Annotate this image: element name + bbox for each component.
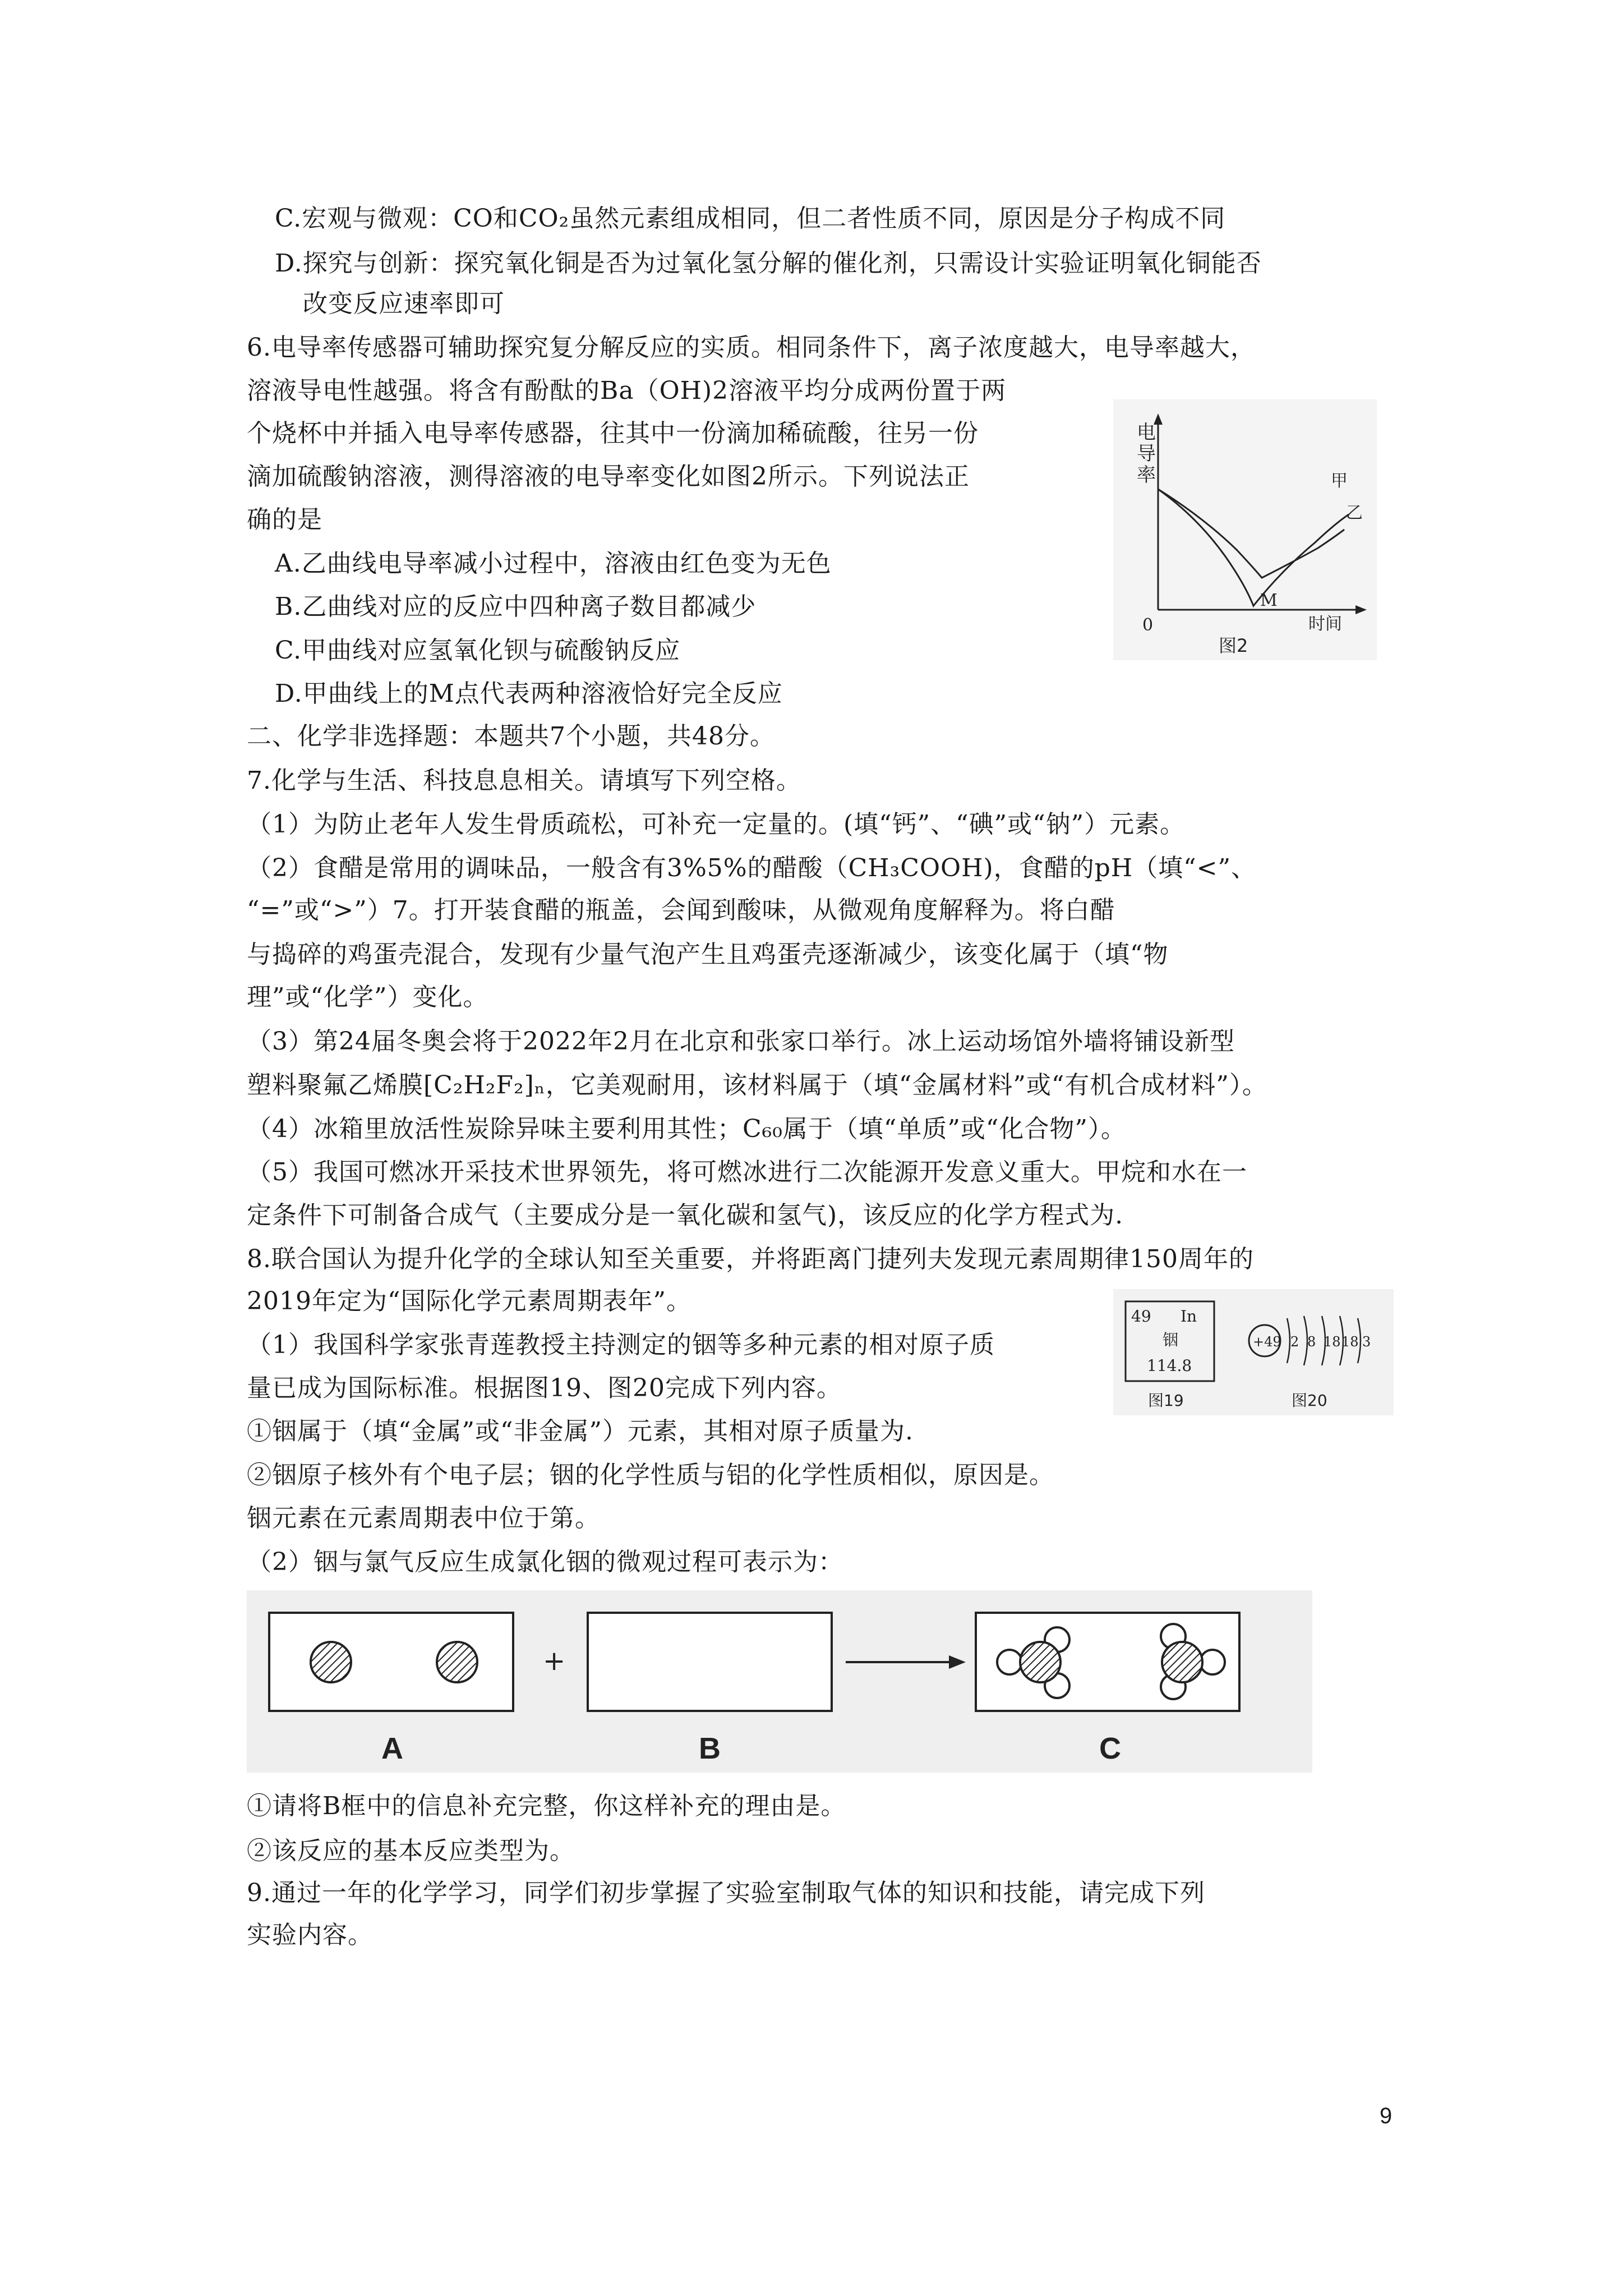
text-line: 实验内容。	[247, 1921, 373, 1949]
figure-20-caption: 图20	[1292, 1391, 1327, 1410]
y-axis-label-char: 导	[1137, 443, 1156, 465]
text-line: D.探究与创新：探究氧化铜是否为过氧化氢分解的催化剂，只需设计实验证明氧化铜能否	[275, 249, 1262, 278]
text-line: ①铟属于（填“金属”或“非金属”）元素，其相对原子质量为.	[247, 1417, 914, 1446]
figure-19-caption: 图19	[1148, 1391, 1184, 1410]
text-line: C.甲曲线对应氢氧化钡与硫酸钠反应	[275, 636, 681, 665]
text-line: “=”或“>”）7。打开装食醋的瓶盖，会闻到酸味，从微观角度解释为。将白醋	[247, 896, 1115, 924]
x-axis-label: 时间	[1308, 614, 1342, 634]
box-b-label: B	[699, 1732, 721, 1765]
text-line: ②铟原子核外有个电子层；铟的化学性质与铝的化学性质相似，原因是。	[247, 1461, 1054, 1489]
shell-electrons: 18	[1341, 1334, 1359, 1350]
text-line: （3）第24届冬奥会将于2022年2月在北京和张家口举行。冰上运动场馆外墙将铺设新型	[247, 1027, 1235, 1056]
shell-electrons: 18	[1324, 1334, 1341, 1350]
text-line: ②该反应的基本反应类型为。	[247, 1837, 575, 1865]
text-line: （2）铟与氯气反应生成氯化铟的微观过程可表示为：	[247, 1548, 843, 1576]
text-line: C.宏观与微观：CO和CO₂虽然元素组成相同，但二者性质不同，原因是分子构成不同	[275, 204, 1226, 233]
text-line: 个烧杯中并插入电导率传感器，往其中一份滴加稀硫酸，往另一份	[247, 419, 979, 448]
text-line: （1）为防止老年人发生骨质疏松，可补充一定量的。(填“钙”、“碘”或“钠”）元素。	[247, 810, 1186, 839]
reaction-diagram	[247, 1590, 1312, 1773]
text-line: A.乙曲线电导率减小过程中，溶液由红色变为无色	[275, 549, 832, 578]
text-line: （5）我国可燃冰开采技术世界领先，将可燃冰进行二次能源开发意义重大。甲烷和水在一	[247, 1158, 1247, 1186]
text-line: 滴加硫酸钠溶液，测得溶液的电导率变化如图2所示。下列说法正	[247, 462, 970, 491]
text-line: ①请将B框中的信息补充完整，你这样补充的理由是。	[247, 1792, 846, 1820]
text-line: 9.通过一年的化学学习，同学们初步掌握了实验室制取气体的知识和技能，请完成下列	[247, 1879, 1205, 1907]
text-line: 2019年定为“国际化学元素周期表年”。	[247, 1287, 691, 1315]
box-a-label: A	[381, 1732, 403, 1765]
figure-19-20	[1113, 1289, 1394, 1415]
shell-electrons: 8	[1307, 1334, 1316, 1350]
text-line: 6.电导率传感器可辅助探究复分解反应的实质。相同条件下，离子浓度越大，电导率越大，	[247, 333, 1256, 362]
text-line: 8.联合国认为提升化学的全球认知至关重要，并将距离门捷列夫发现元素周期律150周年的	[247, 1245, 1254, 1273]
text-line: 溶液导电性越强。将含有酚酞的Ba（OH)2溶液平均分成两份置于两	[247, 376, 1007, 405]
text-line: 量已成为国际标准。根据图19、图20完成下列内容。	[247, 1374, 842, 1402]
text-line: 塑料聚氟乙烯膜[C₂H₂F₂]ₙ，它美观耐用，该材料属于（填“金属材料”或“有机合成材料”）。	[247, 1071, 1267, 1099]
text-line: （2）食醋是常用的调味品，一般含有3%5%的醋酸（CH₃COOH)，食醋的pH（填“<”、	[247, 854, 1257, 882]
element-symbol: In	[1181, 1307, 1197, 1326]
figure-2-caption: 图2	[1219, 635, 1248, 656]
text-line: 确的是	[247, 505, 322, 534]
atomic-number: 49	[1131, 1307, 1151, 1326]
text-line: 理”或“化学”）变化。	[247, 983, 488, 1011]
atomic-mass: 114.8	[1147, 1356, 1192, 1375]
element-name: 铟	[1163, 1331, 1179, 1349]
shell-electrons: 3	[1362, 1334, 1371, 1350]
indium-atom	[437, 1642, 477, 1682]
indium-atom	[311, 1642, 351, 1682]
shell-electrons: 2	[1290, 1334, 1299, 1350]
text-line: （4）冰箱里放活性炭除异味主要利用其性；C₆₀属于（填“单质”或“化合物”）。	[247, 1115, 1126, 1143]
page-number: 9	[1380, 2104, 1393, 2128]
y-axis-label-char: 率	[1137, 464, 1156, 486]
text-line: （1）我国科学家张青莲教授主持测定的铟等多种元素的相对原子质	[247, 1331, 995, 1359]
text-line: B.乙曲线对应的反应中四种离子数目都减少	[275, 592, 757, 621]
text-line: 改变反应速率即可	[303, 289, 505, 318]
plus-sign: +	[543, 1645, 566, 1677]
figure-2-conductivity-chart	[1113, 399, 1377, 660]
text-line: 二、化学非选择题：本题共7个小题，共48分。	[247, 722, 775, 751]
box-c-label: C	[1099, 1732, 1121, 1765]
series-jia-label: 甲	[1331, 471, 1348, 491]
text-line: 与捣碎的鸡蛋壳混合，发现有少量气泡产生且鸡蛋壳逐渐减少，该变化属于（填“物	[247, 940, 1169, 969]
origin-label: 0	[1142, 615, 1154, 635]
text-line: 铟元素在元素周期表中位于第。	[247, 1504, 600, 1533]
y-axis-label-char: 电	[1137, 421, 1156, 444]
point-m-label: M	[1260, 591, 1278, 610]
text-line: 7.化学与生活、科技息息相关。请填写下列空格。	[247, 766, 801, 795]
nucleus-charge: +49	[1253, 1334, 1281, 1350]
text-line: 定条件下可制备合成气（主要成分是一氧化碳和氢气)，该反应的化学方程式为.	[247, 1201, 1124, 1230]
text-line: D.甲曲线上的M点代表两种溶液恰好完全反应	[275, 679, 783, 708]
series-yi-label: 乙	[1346, 503, 1363, 523]
